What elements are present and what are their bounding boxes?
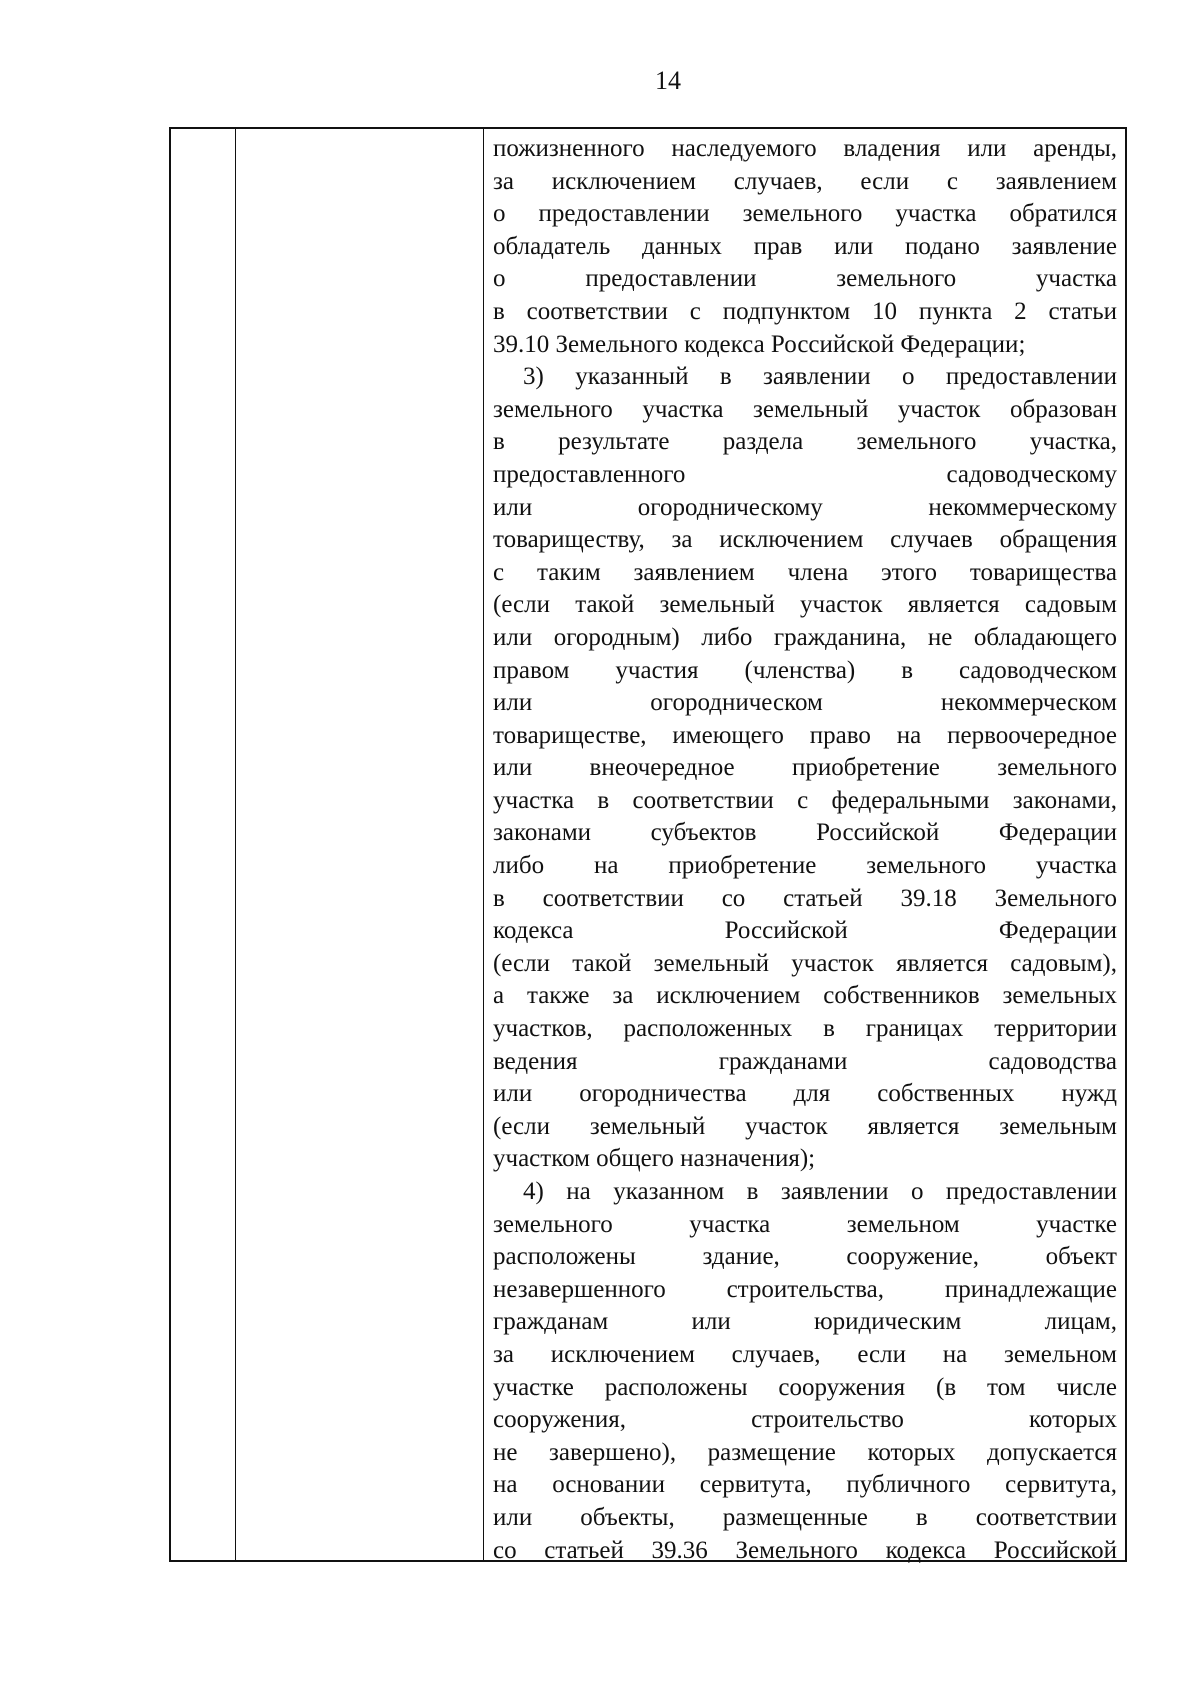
page-number: 14 [655,66,681,95]
text-line: а также за исключением собственников земельных [493,982,1117,1010]
text-line: товариществу, за исключением случаев обращения [493,526,1117,554]
text-line: не завершено), размещение которых допускается [493,1438,1117,1466]
text-line: о предоставлении земельного участка обратился [493,200,1117,228]
text-line: законами субъектов Российской Федерации [493,819,1117,847]
text-line: на основании сервитута, публичного сервитута, [493,1471,1117,1499]
text-line: участком общего назначения); [493,1145,816,1173]
text-line: (если такой земельный участок является садовым), [493,949,1117,977]
text-line: или огородническом некоммерческом [493,689,1117,717]
text-line: гражданам или юридическим лицам, [493,1308,1117,1336]
text-line: участка в соответствии с федеральными законами, [493,786,1117,814]
text-line: или огородным) либо гражданина, не обладающего [493,623,1117,651]
text-line: правом участия (членства) в садоводческом [493,656,1117,684]
text-line: земельного участка земельный участок образован [493,395,1117,423]
text-line: обладатель данных прав или подано заявление [493,232,1117,260]
text-line: или внеочередное приобретение земельного [493,754,1117,782]
column-divider [483,129,484,1560]
text-line: товариществе, имеющего право на первоочередное [493,721,1117,749]
text-line: со статьей 39.36 Земельного кодекса Российской [493,1536,1117,1564]
document-table [169,127,1127,1562]
text-line: незавершенного строительства, принадлежащие [493,1275,1117,1303]
text-line: в соответствии с подпунктом 10 пункта 2 статьи [493,297,1117,325]
text-line: ведения гражданами садоводства [493,1047,1117,1075]
text-line: участке расположены сооружения (в том числе [493,1373,1117,1401]
text-line: или огородническому некоммерческому [493,493,1117,521]
text-line: о предоставлении земельного участка [493,265,1117,293]
text-line: за исключением случаев, если с заявлением [493,167,1117,195]
text-line: 4) на указанном в заявлении о предоставлении [523,1178,1117,1205]
text-line: или объекты, размещенные в соответствии [493,1503,1117,1531]
text-line: сооружения, строительство которых [493,1406,1117,1434]
paragraph [493,361,1117,1176]
text-line: с таким заявлением члена этого товарищества [493,558,1117,586]
text-line: кодекса Российской Федерации [493,917,1117,945]
text-line: расположены здание, сооружение, объект [493,1243,1117,1271]
column-divider [235,129,236,1560]
text-line: или огородничества для собственных нужд [493,1080,1117,1108]
paragraph [493,133,1117,361]
table-text-cell [493,133,1117,1567]
text-line: в результате раздела земельного участка, [493,428,1117,456]
text-line: участков, расположенных в границах территории [493,1015,1117,1043]
text-line: либо на приобретение земельного участка [493,852,1117,880]
text-line: земельного участка земельном участке [493,1210,1117,1238]
text-line: (если земельный участок является земельным [493,1112,1117,1140]
paragraph [493,1176,1117,1567]
text-line: предоставленного садоводческому [493,460,1117,488]
text-line: 39.10 Земельного кодекса Российской Федерации; [493,330,1026,358]
text-line: за исключением случаев, если на земельном [493,1340,1117,1368]
text-line: (если такой земельный участок является садовым [493,591,1117,619]
text-line: пожизненного наследуемого владения или аренды, [493,135,1117,162]
text-line: в соответствии со статьей 39.18 Земельного [493,884,1117,912]
text-line: 3) указанный в заявлении о предоставлении [523,363,1117,391]
